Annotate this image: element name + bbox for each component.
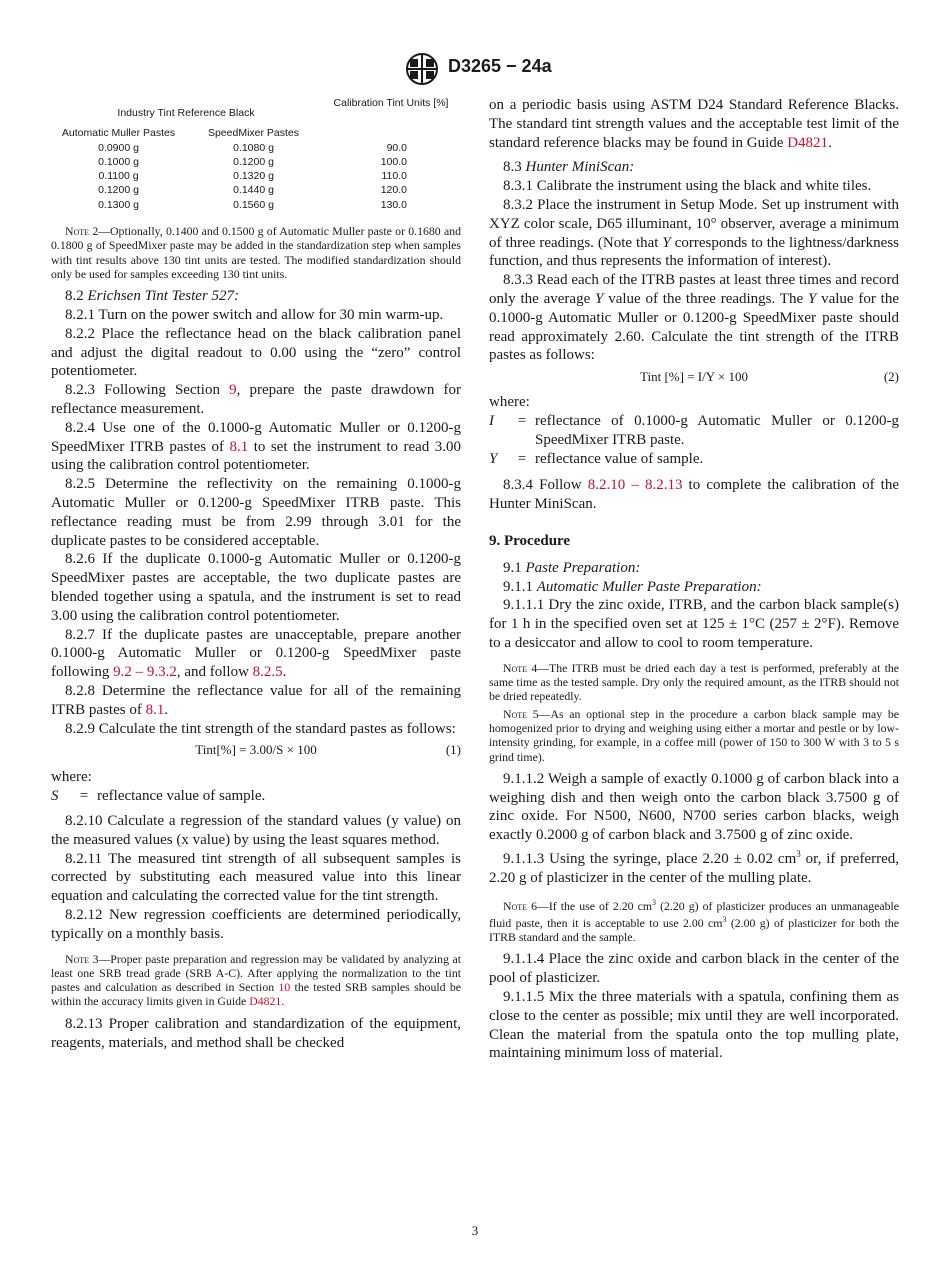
para-8-2-1: 8.2.1 Turn on the power switch and allow for 30 min warm-up.: [65, 307, 444, 324]
section-8-2-heading: 8.2 Erichsen Tint Tester 527:: [65, 288, 240, 305]
equation-2: [489, 365, 899, 389]
para-8-2-4: 8.2.4 Use one of the 0.1000-g Automatic Muller or 0.1200-g SpeedMixer ITRB pastes of 8.1 to set the instrument to read 3.00 using the calibration control potentiometer.: [51, 419, 461, 474]
para-8-2-3: 8.2.3 Following Section 9, prepare the paste drawdown for reflectance measurement.: [51, 382, 461, 418]
para-8-2-6: 8.2.6 If the duplicate 0.1000-g Automatic Muller or 0.1200-g SpeedMixer pastes are acceptable, the two duplicate pastes are blended together using a spatula, and the instrument is set to read 3.00 using the calibration control potentiometer.: [51, 551, 461, 624]
para-8-3-1: 8.3.1 Calibrate the instrument using the black and white tiles.: [503, 178, 872, 195]
para-8-3-3: 8.3.3 Read each of the ITRB pastes at least three times and record only the average Y value of the three readings. The Y value for the 0.1000-g Automatic Muller or 0.1200-g SpeedMixer paste should read approximately 2.60. Calculate the tint strength of the ITRB pastes as follows:: [489, 272, 899, 364]
equation-2-formula: Tint [%] = I/Y × 100: [640, 369, 748, 385]
table-col2-header: SpeedMixer Pastes: [207, 127, 300, 140]
note-3: Note 3—Proper paste preparation and regression may be validated by analyzing at least one SRB tread grade (SRB A-C). After applying the normalization to the tint pastes and calculation as described in Section 10 the tested SRB samples should be within the accuracy limits given in Guide D4821.: [51, 951, 461, 1009]
section-9-heading: 9. Procedure: [489, 532, 571, 549]
para-8-2-8: 8.2.8 Determine the reflectance value for all of the remaining ITRB pastes of 8.1.: [51, 683, 461, 718]
table-row: 0.0900 g 0.1080 g 90.0: [98, 141, 407, 154]
document-id: D3265 − 24a: [448, 56, 552, 76]
link-section-10[interactable]: 10: [278, 980, 291, 995]
section-9-1-1-heading: 9.1.1 Automatic Muller Paste Preparation:: [503, 578, 762, 595]
where-label: where:: [51, 769, 92, 786]
itrb-calibration-table: [51, 96, 461, 212]
note-5: Note 5—As an optional step in the procedure a carbon black sample may be homogenized prior to drying and weighing using either a mortar and pestle or by low-intensity grinding, for example, in a coffee mill (power of 150 to 300 W with 3 to 5 s grind time).: [489, 706, 900, 764]
table-title: Industry Tint Reference Black: [117, 107, 255, 119]
equation-2-number: (2): [883, 369, 899, 385]
para-8-2-12: 8.2.12 New regression coefficients are determined periodically, typically on a monthly basis.: [51, 906, 461, 942]
equation-1: [51, 738, 461, 762]
link-9-2-9-3-2[interactable]: 9.2 – 9.3.2: [113, 664, 177, 681]
table-row: 0.1200 g 0.1440 g 120.0: [98, 184, 407, 197]
link-8-1[interactable]: 8.1: [229, 438, 249, 455]
table-row: 0.1300 g 0.1560 g 130.0: [98, 198, 407, 211]
para-8-2-5: 8.2.5 Determine the reflectivity on the remaining 0.1000-g Automatic Muller or 0.1200-g SpeedMixer ITRB paste. This reflectance reading must be from 2.99 through 3.01 for the duplicate pastes to be considered acceptable.: [51, 476, 461, 549]
section-8-3-heading: 8.3 Hunter MiniScan:: [503, 159, 635, 176]
variable-s-definition: S = reflectance value of sample.: [51, 788, 266, 805]
para-8-2-9: 8.2.9 Calculate the tint strength of the standard pastes as follows:: [65, 720, 456, 737]
para-9-1-1-2: 9.1.1.2 Weigh a sample of exactly 0.1000 g of carbon black into a weighing dish and then weigh onto the carbon black 3.7500 g of zinc oxide. For N500, N600, N700 series carbon blacks, weigh exactly 0.2000 g of carbon black and 3.7500 g of zinc oxide.: [489, 770, 899, 844]
equation-1-number: (1): [445, 742, 461, 758]
link-8-2-10-8-2-13[interactable]: 8.2.10 – 8.2.13: [587, 477, 683, 494]
link-d4821[interactable]: D4821: [249, 994, 282, 1009]
para-9-1-1-3: 9.1.1.3 Using the syringe, place 2.20 ± 0.02 $cm^3$ or, if preferred, 2.20 g of plasticizer in the center of the mulling plate.: [489, 848, 899, 886]
para-8-2-2: 8.2.2 Place the reflectance head on the black calibration panel and adjust the digital readout to 0.00 using the “zero” control potentiometer.: [51, 325, 461, 380]
link-d4821-b[interactable]: D4821: [787, 134, 829, 151]
link-section-9[interactable]: 9: [229, 382, 237, 399]
variable-y-definition: Y = reflectance value of sample.: [489, 450, 704, 467]
page-header: [0, 52, 950, 88]
para-9-1-1-1: 9.1.1.1 Dry the zinc oxide, ITRB, and the carbon black sample(s) for 1 h in the specified oven set at 125 ± 1°C (257 ± 2°F). Remove to a desiccator and allow to cool to room temperature.: [489, 597, 899, 651]
equation-1-formula: Tint[%] = 3.00/S × 100: [195, 742, 317, 758]
note-6: Note 6—If the use of 2.20 $cm^3$ (2.20 g) of plasticizer produces an unmanageable fluid paste, then it is acceptable to use 2.00 $cm^3$ (2.00 g) of plasticizer for both the ITRB standard and the sample.: [489, 897, 899, 945]
note-4: Note 4—The ITRB must be dried each day a test is performed, preferably at the same time as the tested sample. Dry only the required amount, as the ITRB should not be dried repeatedly.: [489, 660, 899, 704]
left-column: [51, 96, 461, 1052]
table-col3-header: Calibration Tint Units [%]: [333, 97, 449, 109]
note-2: Note 2—Optionally, 0.1400 and 0.1500 g of Automatic Muller paste or 0.1680 and 0.1800 g of SpeedMixer paste may be added in the standardization step when samples with tint results above 130 tint units are tested. The modified standardization should only be used for samples exceeding 130 tint units.: [51, 224, 461, 281]
table-col1-header: Automatic Muller Pastes: [61, 127, 176, 140]
table-row: 0.1100 g 0.1320 g 110.0: [98, 170, 407, 183]
section-9-1-heading: 9.1 Paste Preparation:: [503, 559, 641, 576]
para-8-2-11: 8.2.11 The measured tint strength of all subsequent samples is corrected by substituting each measured value into this linear equation and calculating the corrected value for the tint strength.: [51, 850, 461, 905]
right-column: [489, 96, 899, 1063]
para-9-1-1-4: 9.1.1.4 Place the zinc oxide and carbon black in the center of the pool of plasticizer.: [489, 951, 899, 987]
para-8-3-4: 8.3.4 Follow 8.2.10 – 8.2.13 to complete the calibration of the Hunter MiniScan.: [489, 477, 900, 513]
para-9-1-1-5: 9.1.1.5 Mix the three materials with a spatula, confining them as close to the center as possible; mix until they are well incorporated. Clean the material from the spatula onto the top mulling plate, maintaining minimum loss of material.: [489, 988, 899, 1062]
link-8-1-b[interactable]: 8.1: [145, 701, 165, 718]
variable-i-definition: I = reflectance of 0.1000-g Automatic Muller or 0.1200-g SpeedMixer ITRB paste.: [489, 412, 899, 448]
para-8-3-2: 8.3.2 Place the instrument in Setup Mode. Set up instrument with XYZ color scale, D65 illuminant, 10° observer, average a minimum of three readings. (Note that Y corresponds to the lightness/darkness function, and thus represents the information of interest).: [489, 196, 900, 270]
para-8-2-7: 8.2.7 If the duplicate pastes are unacceptable, prepare another 0.1000-g Automatic Muller or 0.1200-g SpeedMixer paste following 9.2 – 9.3.2, and follow 8.2.5.: [51, 626, 461, 681]
para-8-2-10: 8.2.10 Calculate a regression of the standard values (y value) on the measured values (x value) by using the least squares method.: [51, 812, 461, 848]
table-row: 0.1000 g 0.1200 g 100.0: [98, 155, 407, 168]
page-number: 3: [471, 1223, 479, 1238]
where-label-2: where:: [489, 394, 530, 411]
para-8-2-13: 8.2.13 Proper calibration and standardization of the equipment, reagents, materials, and method shall be checked: [51, 1015, 461, 1051]
para-8-2-13-cont: on a periodic basis using ASTM D24 Standard Reference Blacks. The standard tint strength values and the acceptable test limit of the standard reference blacks may be found in Guide D4821.: [489, 97, 899, 151]
astm-logo-icon: [402, 52, 442, 86]
link-8-2-5[interactable]: 8.2.5: [252, 664, 283, 681]
